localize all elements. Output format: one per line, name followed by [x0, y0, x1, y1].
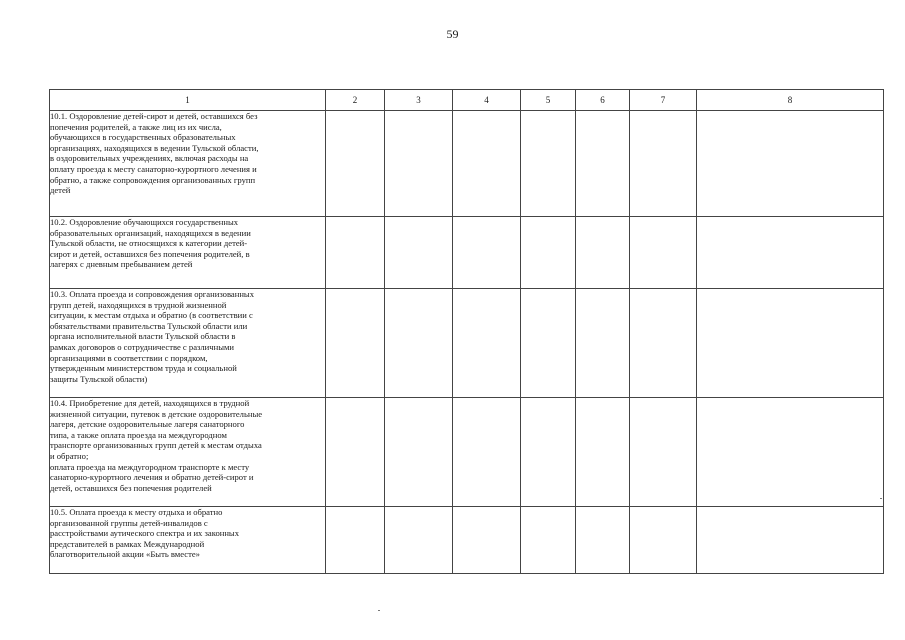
empty-cell: [576, 217, 630, 289]
row-description: [50, 398, 326, 507]
empty-cell: [697, 507, 884, 574]
description-line: попечения родителей, а также лиц из их числа,: [50, 121, 222, 132]
header-row: [50, 90, 884, 111]
description-line: рамках договоров о сотрудничестве с различными: [50, 341, 235, 352]
empty-cell: [576, 111, 630, 217]
table-row: [50, 507, 884, 574]
empty-cell: [630, 217, 697, 289]
description-line: 10.4. Приобретение для детей, находящихся в трудной: [50, 398, 250, 408]
empty-cell: [326, 289, 385, 398]
description-line: обязательствами правительства Тульской области или: [50, 320, 248, 331]
column-header-2: 2: [326, 90, 385, 111]
scan-speck: [880, 498, 882, 499]
empty-cell: [326, 111, 385, 217]
description-line: оплата проезда на междугородном транспорте к месту: [50, 461, 250, 472]
description-line: 10.3. Оплата проезда и сопровождения организованных: [50, 289, 254, 299]
description-line: сирот и детей, оставшихся без попечения родителей, в: [50, 248, 250, 259]
page-number: 59: [446, 27, 459, 41]
column-header-4: 4: [453, 90, 521, 111]
description-line: типа, а также оплата проезда на междугородном: [50, 429, 227, 440]
column-header-6: 6: [576, 90, 630, 111]
description-line: в оздоровительных учреждениях, включая расходы на: [50, 153, 249, 164]
empty-cell: [576, 398, 630, 507]
empty-cell: [453, 398, 521, 507]
empty-cell: [697, 289, 884, 398]
description-line: благотворительной акции «Быть вместе»: [50, 549, 200, 560]
row-description: [50, 289, 326, 398]
description-line: транспорте организованных групп детей к местам отдыха: [50, 440, 262, 451]
description-line: детей: [50, 185, 71, 196]
description-line: организациями в соответствии с порядком,: [50, 352, 208, 363]
description-line: обратно, а также сопровождения организованных групп: [50, 174, 256, 185]
description-line: оплату проезда к месту санаторно-курортного лечения и: [50, 163, 257, 174]
empty-cell: [385, 289, 453, 398]
scan-speck: [378, 610, 380, 611]
empty-cell: [453, 217, 521, 289]
empty-cell: [697, 111, 884, 217]
column-header-7: 7: [630, 90, 697, 111]
empty-cell: [385, 217, 453, 289]
table-row: [50, 217, 884, 289]
description-line: 10.5. Оплата проезда к месту отдыха и обратно: [50, 507, 223, 517]
description-line: организациях, находящихся в ведении Тульской области,: [50, 142, 259, 153]
empty-cell: [576, 507, 630, 574]
empty-cell: [576, 289, 630, 398]
table-row: [50, 289, 884, 398]
empty-cell: [630, 398, 697, 507]
description-line: и обратно;: [50, 450, 89, 461]
empty-cell: [453, 111, 521, 217]
description-line: санаторно-курортного лечения и обратно детей-сирот и: [50, 472, 254, 483]
description-line: групп детей, находящихся в трудной жизненной: [50, 299, 227, 310]
empty-cell: [630, 111, 697, 217]
empty-cell: [521, 507, 576, 574]
empty-cell: [385, 111, 453, 217]
empty-cell: [697, 217, 884, 289]
empty-cell: [326, 507, 385, 574]
row-description: [50, 507, 326, 574]
empty-cell: [385, 507, 453, 574]
description-line: 10.1. Оздоровление детей-сирот и детей, оставшихся без: [50, 111, 258, 121]
empty-cell: [521, 111, 576, 217]
description-line: утвержденным министерством труда и социальной: [50, 363, 237, 374]
empty-cell: [453, 289, 521, 398]
description-line: органа исполнительной власти Тульской области в: [50, 331, 236, 342]
empty-cell: [630, 507, 697, 574]
row-description: [50, 111, 326, 217]
description-line: организованной группы детей-инвалидов с: [50, 517, 208, 528]
column-header-3: 3: [385, 90, 453, 111]
empty-cell: [697, 398, 884, 507]
empty-cell: [326, 398, 385, 507]
description-line: детей, оставшихся без попечения родителей: [50, 482, 212, 493]
description-line: расстройствами аутического спектра и их законных: [50, 528, 240, 539]
empty-cell: [521, 398, 576, 507]
description-line: Тульской области, не относящихся к категории детей-: [50, 238, 248, 249]
table-row: [50, 111, 884, 217]
empty-cell: [521, 217, 576, 289]
description-line: образовательных организаций, находящихся в ведении: [50, 227, 251, 238]
empty-cell: [521, 289, 576, 398]
description-line: 10.2. Оздоровление обучающихся государственных: [50, 217, 239, 227]
table-row: [50, 398, 884, 507]
description-line: представителей в рамках Международной: [50, 538, 205, 549]
column-header-1: 1: [50, 90, 326, 111]
description-line: защиты Тульской области): [50, 373, 148, 384]
description-line: обучающихся в государственных образовательных: [50, 132, 236, 143]
empty-cell: [385, 398, 453, 507]
empty-cell: [630, 289, 697, 398]
row-description: [50, 217, 326, 289]
description-line: лагерях с дневным пребыванием детей: [50, 259, 193, 270]
column-header-8: 8: [697, 90, 884, 111]
description-line: ситуации, к местам отдыха и обратно (в соответствии с: [50, 310, 253, 321]
empty-cell: [326, 217, 385, 289]
description-line: лагеря, детские оздоровительные лагеря санаторного: [50, 419, 245, 430]
empty-cell: [453, 507, 521, 574]
column-header-5: 5: [521, 90, 576, 111]
data-table: [49, 89, 884, 574]
description-line: жизненной ситуации, путевок в детские оздоровительные: [50, 408, 263, 419]
